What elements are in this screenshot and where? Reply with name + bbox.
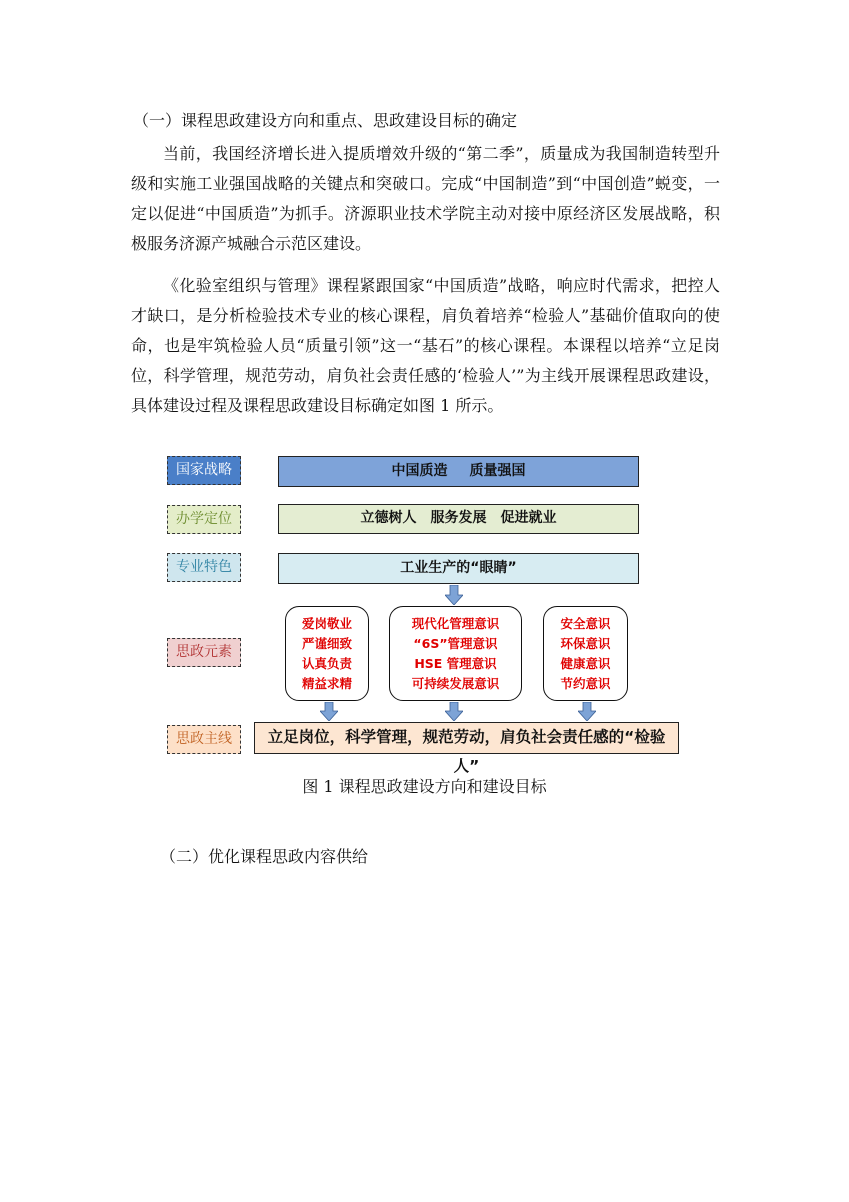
down-arrow-icon	[445, 702, 463, 721]
paragraph-2: 《化验室组织与管理》课程紧跟国家“中国质造”战略，响应时代需求，把控人才缺口，是分析检验技术专业的核心课程，肩负着培养“检验人”基础价值取向的使命，也是牢筑检验人员“质量引领”这一“基石”的核心课程。本课程以培养“立足岗位，科学管理，规范劳动，肩负社会责任感的‘检验人’”为主线开展课程思政建设，具体建设过程及课程思政建设目标确定如图 1 所示。	[131, 276, 720, 415]
element-item: 节约意识	[560, 675, 611, 691]
paragraph-1: 当前，我国经济增长进入提质增效升级的“第二季”，质量成为我国制造转型升级和实施工业强国战略的关键点和突破口。完成“中国制造”到“中国创造”蜕变，一定以促进“中国质造”为抓手。济源职业技术学院主动对接中原经济区发展战略，积极服务济源产城融合示范区建设。	[131, 144, 720, 253]
element-box-work-ethic	[285, 606, 369, 701]
row-label-main-line: 思政主线	[167, 725, 241, 754]
element-item: 精益求精	[301, 675, 352, 691]
section-heading-2: （二）优化课程思政内容供给	[160, 847, 369, 866]
down-arrow-icon	[320, 702, 338, 721]
row-label-ideological-elements: 思政元素	[167, 638, 241, 667]
element-box-management	[389, 606, 522, 701]
bar-national-strategy	[278, 456, 639, 487]
bar-school-positioning	[278, 504, 639, 534]
element-box-awareness	[543, 606, 628, 701]
element-item: 环保意识	[560, 635, 611, 651]
bar-item: 工业生产的“眼睛”	[400, 560, 517, 576]
element-item: 严谨细致	[301, 635, 352, 651]
row-label-major-feature: 专业特色	[167, 553, 241, 582]
bar-item: 立足岗位，科学管理，规范劳动，肩负社会责任感的“检验人”	[267, 728, 666, 775]
element-item: “6S”管理意识	[413, 635, 498, 651]
down-arrow-icon	[578, 702, 596, 721]
element-item: 健康意识	[560, 655, 611, 671]
row-label-school-positioning: 办学定位	[167, 505, 241, 534]
row-label-national-strategy: 国家战略	[167, 456, 241, 485]
element-item: 现代化管理意识	[411, 615, 500, 631]
figure-caption: 图 1 课程思政建设方向和建设目标	[302, 777, 547, 796]
element-item: 认真负责	[301, 655, 352, 671]
element-item: 可持续发展意识	[411, 675, 500, 691]
bar-item: 立德树人	[360, 510, 417, 526]
bar-main-line	[254, 722, 679, 775]
element-item: HSE 管理意识	[414, 655, 497, 671]
bar-major-feature	[278, 553, 639, 584]
bar-item: 中国质造	[391, 463, 448, 479]
down-arrow-icon	[445, 585, 463, 605]
bar-item: 质量强国	[469, 463, 526, 479]
element-item: 安全意识	[560, 615, 611, 631]
bar-item: 促进就业	[500, 510, 557, 526]
section-heading-1: （一）课程思政建设方向和重点、思政建设目标的确定	[133, 111, 518, 130]
element-item: 爱岗敬业	[301, 615, 352, 631]
bar-item: 服务发展	[430, 510, 487, 526]
